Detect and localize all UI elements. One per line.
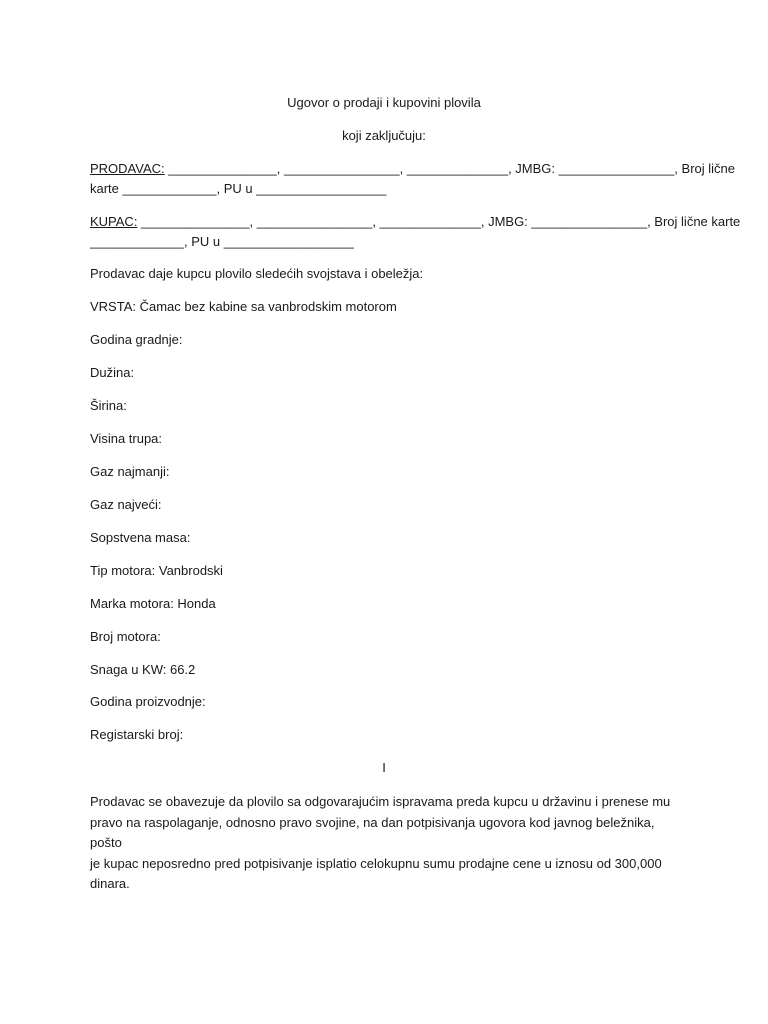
field-sirina: Širina:: [90, 398, 127, 413]
buyer-label: KUPAC:: [90, 214, 138, 229]
paragraph-line: je kupac neposredno pred potpisivanje isplatio celokupnu sumu prodajne cene u iznosu od 300,000: [90, 855, 662, 871]
field-snaga: Snaga u KW: 66.2: [90, 662, 196, 677]
field-gaz-najmanji: Gaz najmanji:: [90, 464, 170, 479]
field-sopstvena-masa: Sopstvena masa:: [90, 530, 191, 545]
field-broj-motora: Broj motora:: [90, 629, 161, 644]
buyer-line-1-rest: _______________, ________________, ______________, JMBG: ________________, Broj lične karte: [137, 214, 741, 229]
buyer-line-2: _____________, PU u __________________: [90, 234, 354, 249]
seller-line-2: karte _____________, PU u __________________: [90, 181, 387, 196]
seller-line-1-rest: _______________, ________________, ______________, JMBG: ________________, Broj lične: [164, 161, 735, 176]
field-registarski-broj: Registarski broj:: [90, 727, 184, 742]
field-tip-motora: Tip motora: Vanbrodski: [90, 563, 223, 578]
field-godina-gradnje: Godina gradnje:: [90, 332, 183, 347]
field-gaz-najveci: Gaz najveći:: [90, 497, 162, 512]
document-title: Ugovor o prodaji i kupovini plovila: [287, 95, 481, 110]
paragraph-line: pravo na raspolaganje, odnosno pravo svojine, na dan potpisivanja ugovora kod javnog beležnika, pošto: [90, 814, 655, 850]
field-visina-trupa: Visina trupa:: [90, 431, 163, 446]
seller-line-1: [90, 161, 735, 176]
paragraph-line: Prodavac se obavezuje da plovilo sa odgovarajućim ispravama preda kupcu u državinu i prenese mu: [90, 794, 671, 809]
paragraph-line: dinara.: [90, 876, 130, 891]
intro-text: Prodavac daje kupcu plovilo sledećih svojstava i obeležja:: [90, 266, 424, 281]
field-vrsta: VRSTA: Čamac bez kabine sa vanbrodskim motorom: [90, 299, 397, 314]
seller-label: PRODAVAC:: [90, 161, 165, 176]
field-duzina: Dužina:: [90, 365, 135, 380]
section-number: I: [382, 760, 386, 775]
field-godina-proizvodnje: Godina proizvodnje:: [90, 694, 206, 709]
document-subtitle: koji zaključuju:: [342, 128, 426, 143]
section-paragraph: [90, 792, 680, 895]
field-marka-motora: Marka motora: Honda: [90, 596, 216, 611]
buyer-line-1: [90, 214, 740, 229]
